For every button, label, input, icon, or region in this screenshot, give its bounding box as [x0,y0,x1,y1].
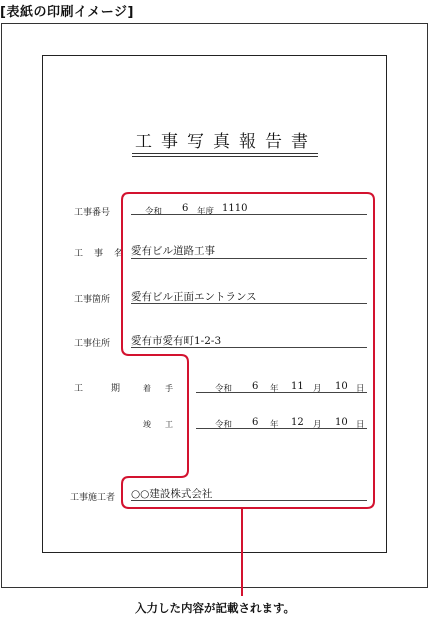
preview-heading: [表紙の印刷イメージ] [0,5,134,20]
number-year-unit: 年度 [197,207,215,217]
start-month-unit: 月 [313,384,322,394]
end-year: 6 [252,417,259,428]
contractor-label: 工事施工者 [70,493,116,503]
end-label: 竣工 [143,420,187,429]
site-value: 愛有ビル正面エントランス [131,291,257,303]
end-month: 12 [291,417,304,428]
name-label: 工事名 [74,249,135,259]
contractor-value: ○○建設株式会社 [131,488,213,500]
start-day: 10 [335,381,348,392]
address-value: 愛有市愛有町1-2-3 [131,335,222,347]
caption: 入力した内容が記載されます。 [134,601,296,615]
number-value: 1110 [222,203,248,214]
end-day: 10 [335,417,348,428]
number-label: 工事番号 [74,208,111,218]
number-year: 6 [182,203,189,214]
address-label: 工事住所 [74,339,111,349]
number-era: 令和 [145,207,163,217]
site-label: 工事箇所 [74,295,111,305]
start-era: 令和 [215,384,233,394]
start-label: 着手 [143,384,187,393]
end-month-unit: 月 [313,420,322,430]
start-day-unit: 日 [356,384,365,394]
end-era: 令和 [215,420,233,430]
start-year: 6 [252,381,259,392]
start-month: 11 [291,381,304,392]
report-title: 工事写真報告書 [135,132,317,152]
end-year-unit: 年 [270,420,279,430]
end-day-unit: 日 [356,420,365,430]
name-value: 愛有ビル道路工事 [131,245,215,257]
start-year-unit: 年 [270,384,279,394]
period-label: 工期 [74,384,149,394]
